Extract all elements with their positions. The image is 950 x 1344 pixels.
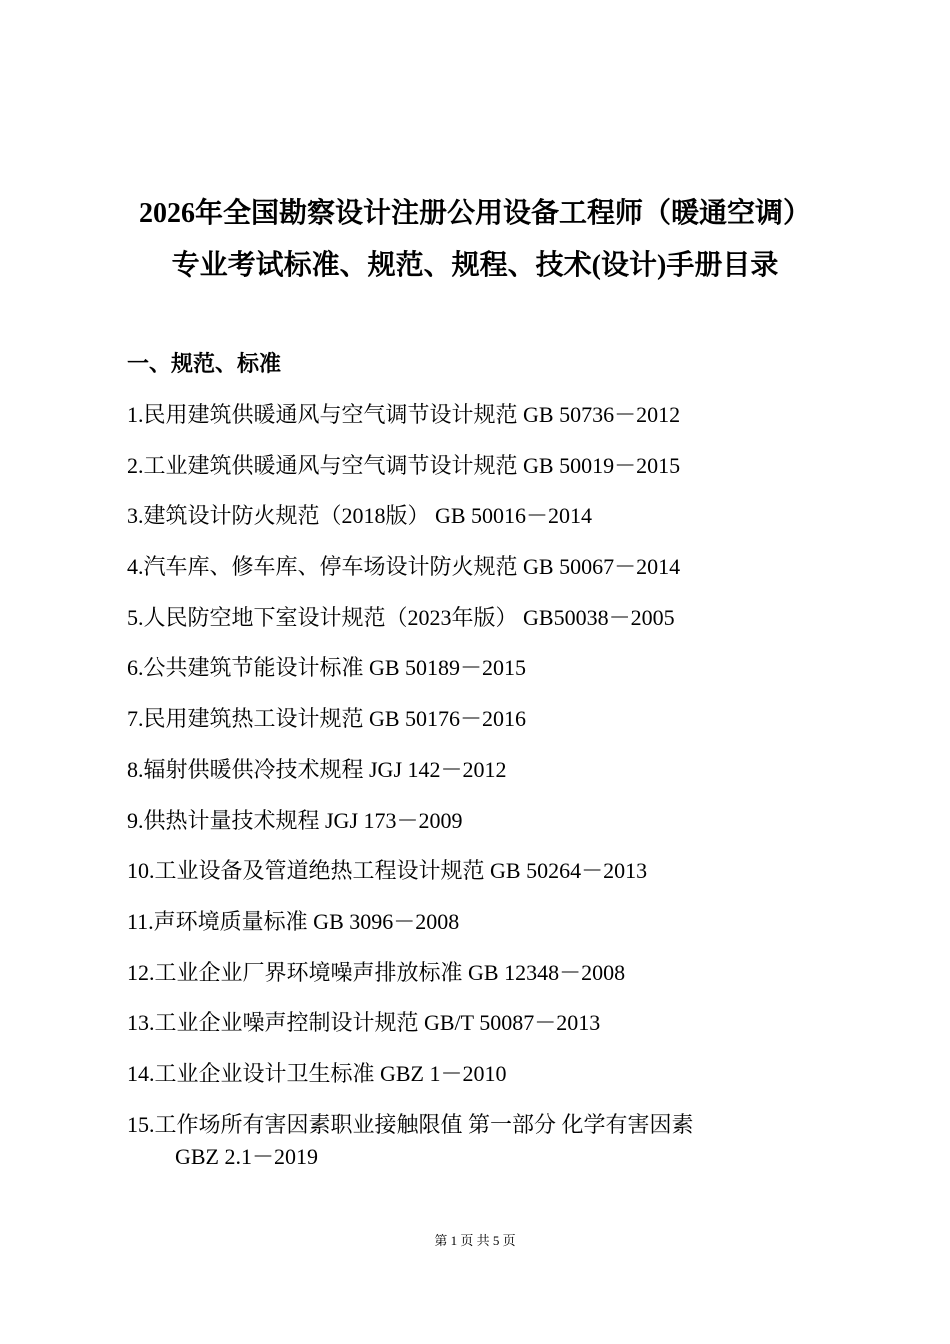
list-item: 4.汽车库、修车库、停车场设计防火规范 GB 50067－2014 bbox=[127, 554, 681, 580]
list-item: 1.民用建筑供暖通风与空气调节设计规范 GB 50736－2012 bbox=[127, 402, 681, 427]
list-item: 7.民用建筑热工设计规范 GB 50176－2016 bbox=[127, 706, 527, 732]
list-item: 14.工业企业设计卫生标准 GBZ 1－2010 bbox=[127, 1060, 507, 1086]
list-item bbox=[127, 1109, 694, 1169]
list-item: 9.供热计量技术规程 JGJ 173－2009 bbox=[127, 807, 463, 833]
list-item: 2.工业建筑供暖通风与空气调节设计规范 GB 50019－2015 bbox=[127, 452, 681, 478]
list-item: 5.人民防空地下室设计规范（2023年版） GB50038－2005 bbox=[127, 604, 675, 630]
section-heading: 一、规范、标准 bbox=[127, 351, 282, 376]
document-title-line-2: 专业考试标准、规范、规程、技术(设计)手册目录 bbox=[171, 250, 779, 281]
list-item: 3.建筑设计防火规范（2018版） GB 50016－2014 bbox=[127, 503, 593, 529]
list-item: 8.辐射供暖供冷技术规程 JGJ 142－2012 bbox=[127, 756, 507, 782]
list-item: 12.工业企业厂界环境噪声排放标准 GB 12348－2008 bbox=[127, 959, 626, 985]
list-item-continuation: GBZ 2.1－2019 bbox=[175, 1143, 319, 1169]
list-item-text: 15.工作场所有害因素职业接触限值 第一部分 化学有害因素 bbox=[127, 1111, 694, 1137]
document-title-line-1: 2026年全国勘察设计注册公用设备工程师（暖通空调） bbox=[138, 198, 811, 229]
list-item: 6.公共建筑节能设计标准 GB 50189－2015 bbox=[127, 655, 527, 681]
list-item: 13.工业企业噪声控制设计规范 GB/T 50087－2013 bbox=[127, 1010, 601, 1036]
list-item: 10.工业设备及管道绝热工程设计规范 GB 50264－2013 bbox=[127, 858, 648, 884]
page-footer: 第 1 页 共 5 页 bbox=[434, 1233, 516, 1248]
standards-list bbox=[127, 399, 694, 1169]
list-item: 11.声环境质量标准 GB 3096－2008 bbox=[127, 908, 460, 934]
